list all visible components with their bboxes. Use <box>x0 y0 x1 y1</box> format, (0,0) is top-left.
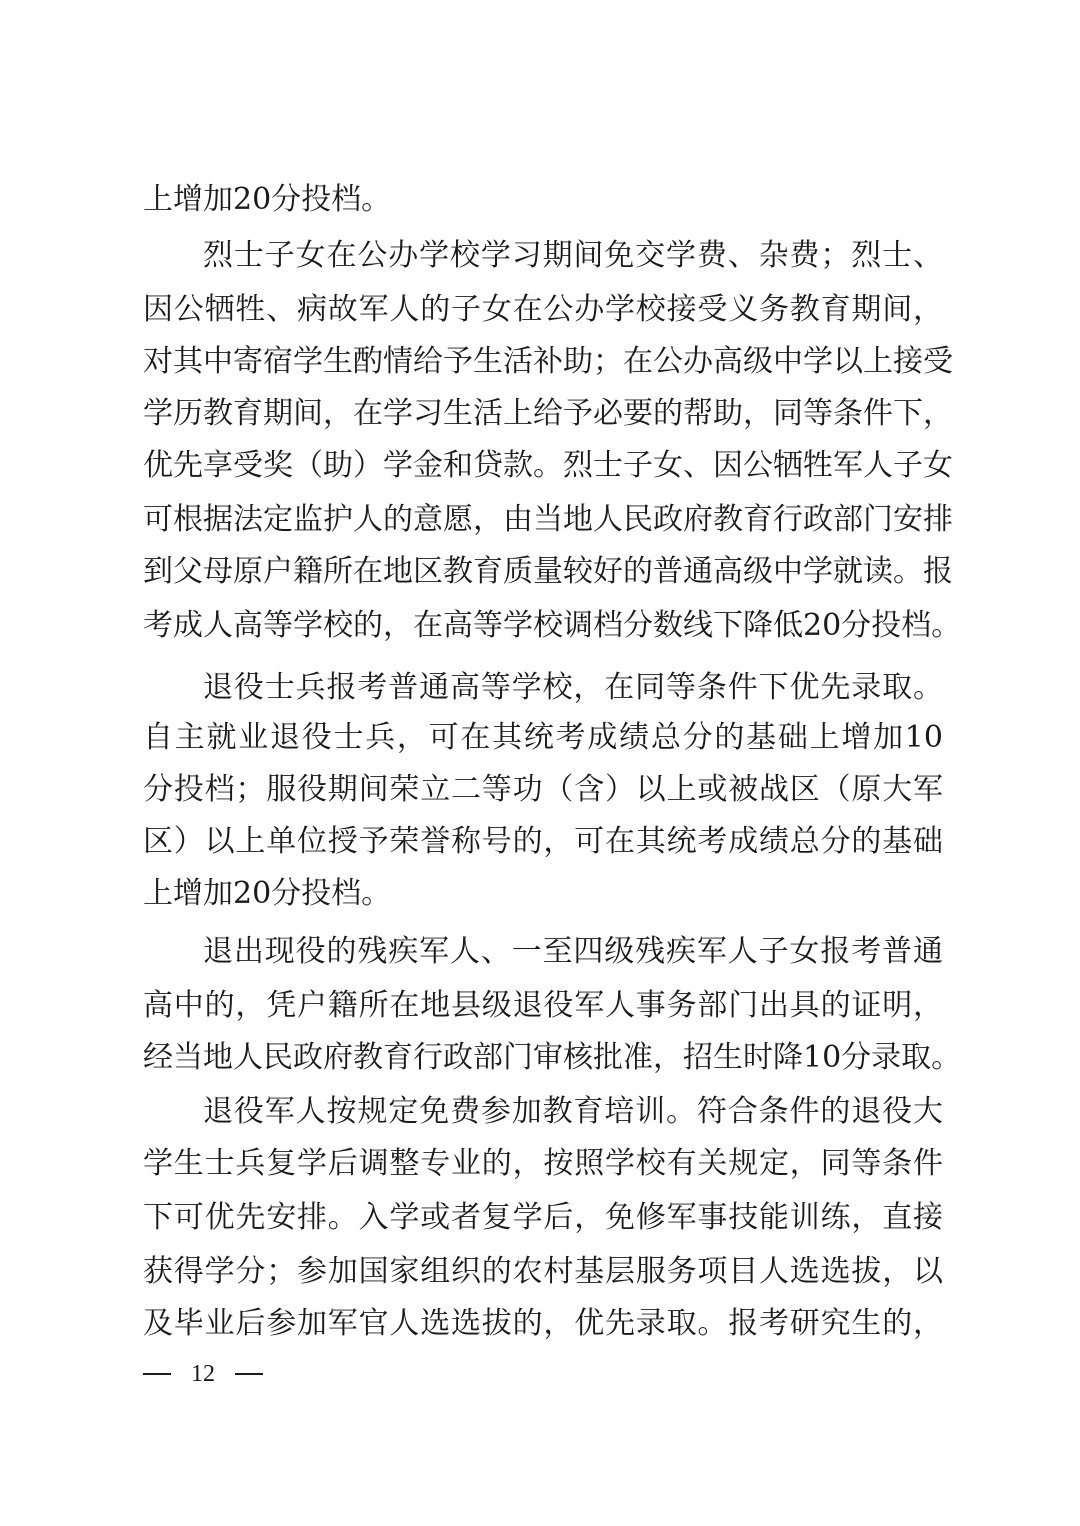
text-line: 高中的，凭户籍所在地县级退役军人事务部门出具的证明， <box>143 988 943 1023</box>
paragraph-first-line: 退出现役的残疾军人、一至四级残疾军人子女报考普通 <box>203 934 943 969</box>
text-line: 区）以上单位授予荣誉称号的，可在其统考成绩总分的基础 <box>143 824 943 859</box>
footer-dash-right <box>235 1373 263 1375</box>
text-line: 到父母原户籍所在地区教育质量较好的普通高级中学就读。报 <box>143 554 953 589</box>
text-line: 自主就业退役士兵，可在其统考成绩总分的基础上增加10 <box>143 720 943 755</box>
text-line: 因公牺牲、病故军人的子女在公办学校接受义务教育期间， <box>143 292 943 327</box>
text-line: 下可优先安排。入学或者复学后，免修军事技能训练，直接 <box>143 1200 943 1235</box>
paragraph-first-line: 退役军人按规定免费参加教育培训。符合条件的退役大 <box>203 1094 943 1129</box>
paragraph-first-line: 烈士子女在公办学校学习期间免交学费、杂费；烈士、 <box>203 238 943 273</box>
page-footer <box>143 1356 263 1392</box>
text-line: 上增加20分投档。 <box>143 182 392 217</box>
page-number: 12 <box>191 1361 215 1387</box>
text-line: 学生士兵复学后调整专业的，按照学校有关规定，同等条件 <box>143 1146 943 1181</box>
text-line: 学历教育期间，在学习生活上给予必要的帮助，同等条件下， <box>143 396 953 431</box>
text-line: 对其中寄宿学生酌情给予生活补助；在公办高级中学以上接受 <box>143 344 953 379</box>
text-line: 可根据法定监护人的意愿，由当地人民政府教育行政部门安排 <box>143 502 953 537</box>
text-line: 考成人高等学校的，在高等学校调档分数线下降低20分投档。 <box>143 608 962 643</box>
text-line: 及毕业后参加军官人选选拔的，优先录取。报考研究生的， <box>143 1306 943 1341</box>
text-line: 获得学分；参加国家组织的农村基层服务项目人选选拔，以 <box>143 1254 943 1289</box>
text-line: 上增加20分投档。 <box>143 876 392 911</box>
paragraph-first-line: 退役士兵报考普通高等学校，在同等条件下优先录取。 <box>203 670 943 705</box>
text-line: 经当地人民政府教育行政部门审核批准，招生时降10分录取。 <box>143 1040 962 1075</box>
footer-dash-left <box>143 1373 171 1375</box>
text-line: 分投档；服役期间荣立二等功（含）以上或被战区（原大军 <box>143 772 943 807</box>
text-line: 优先享受奖（助）学金和贷款。烈士子女、因公牺牲军人子女 <box>143 448 953 483</box>
